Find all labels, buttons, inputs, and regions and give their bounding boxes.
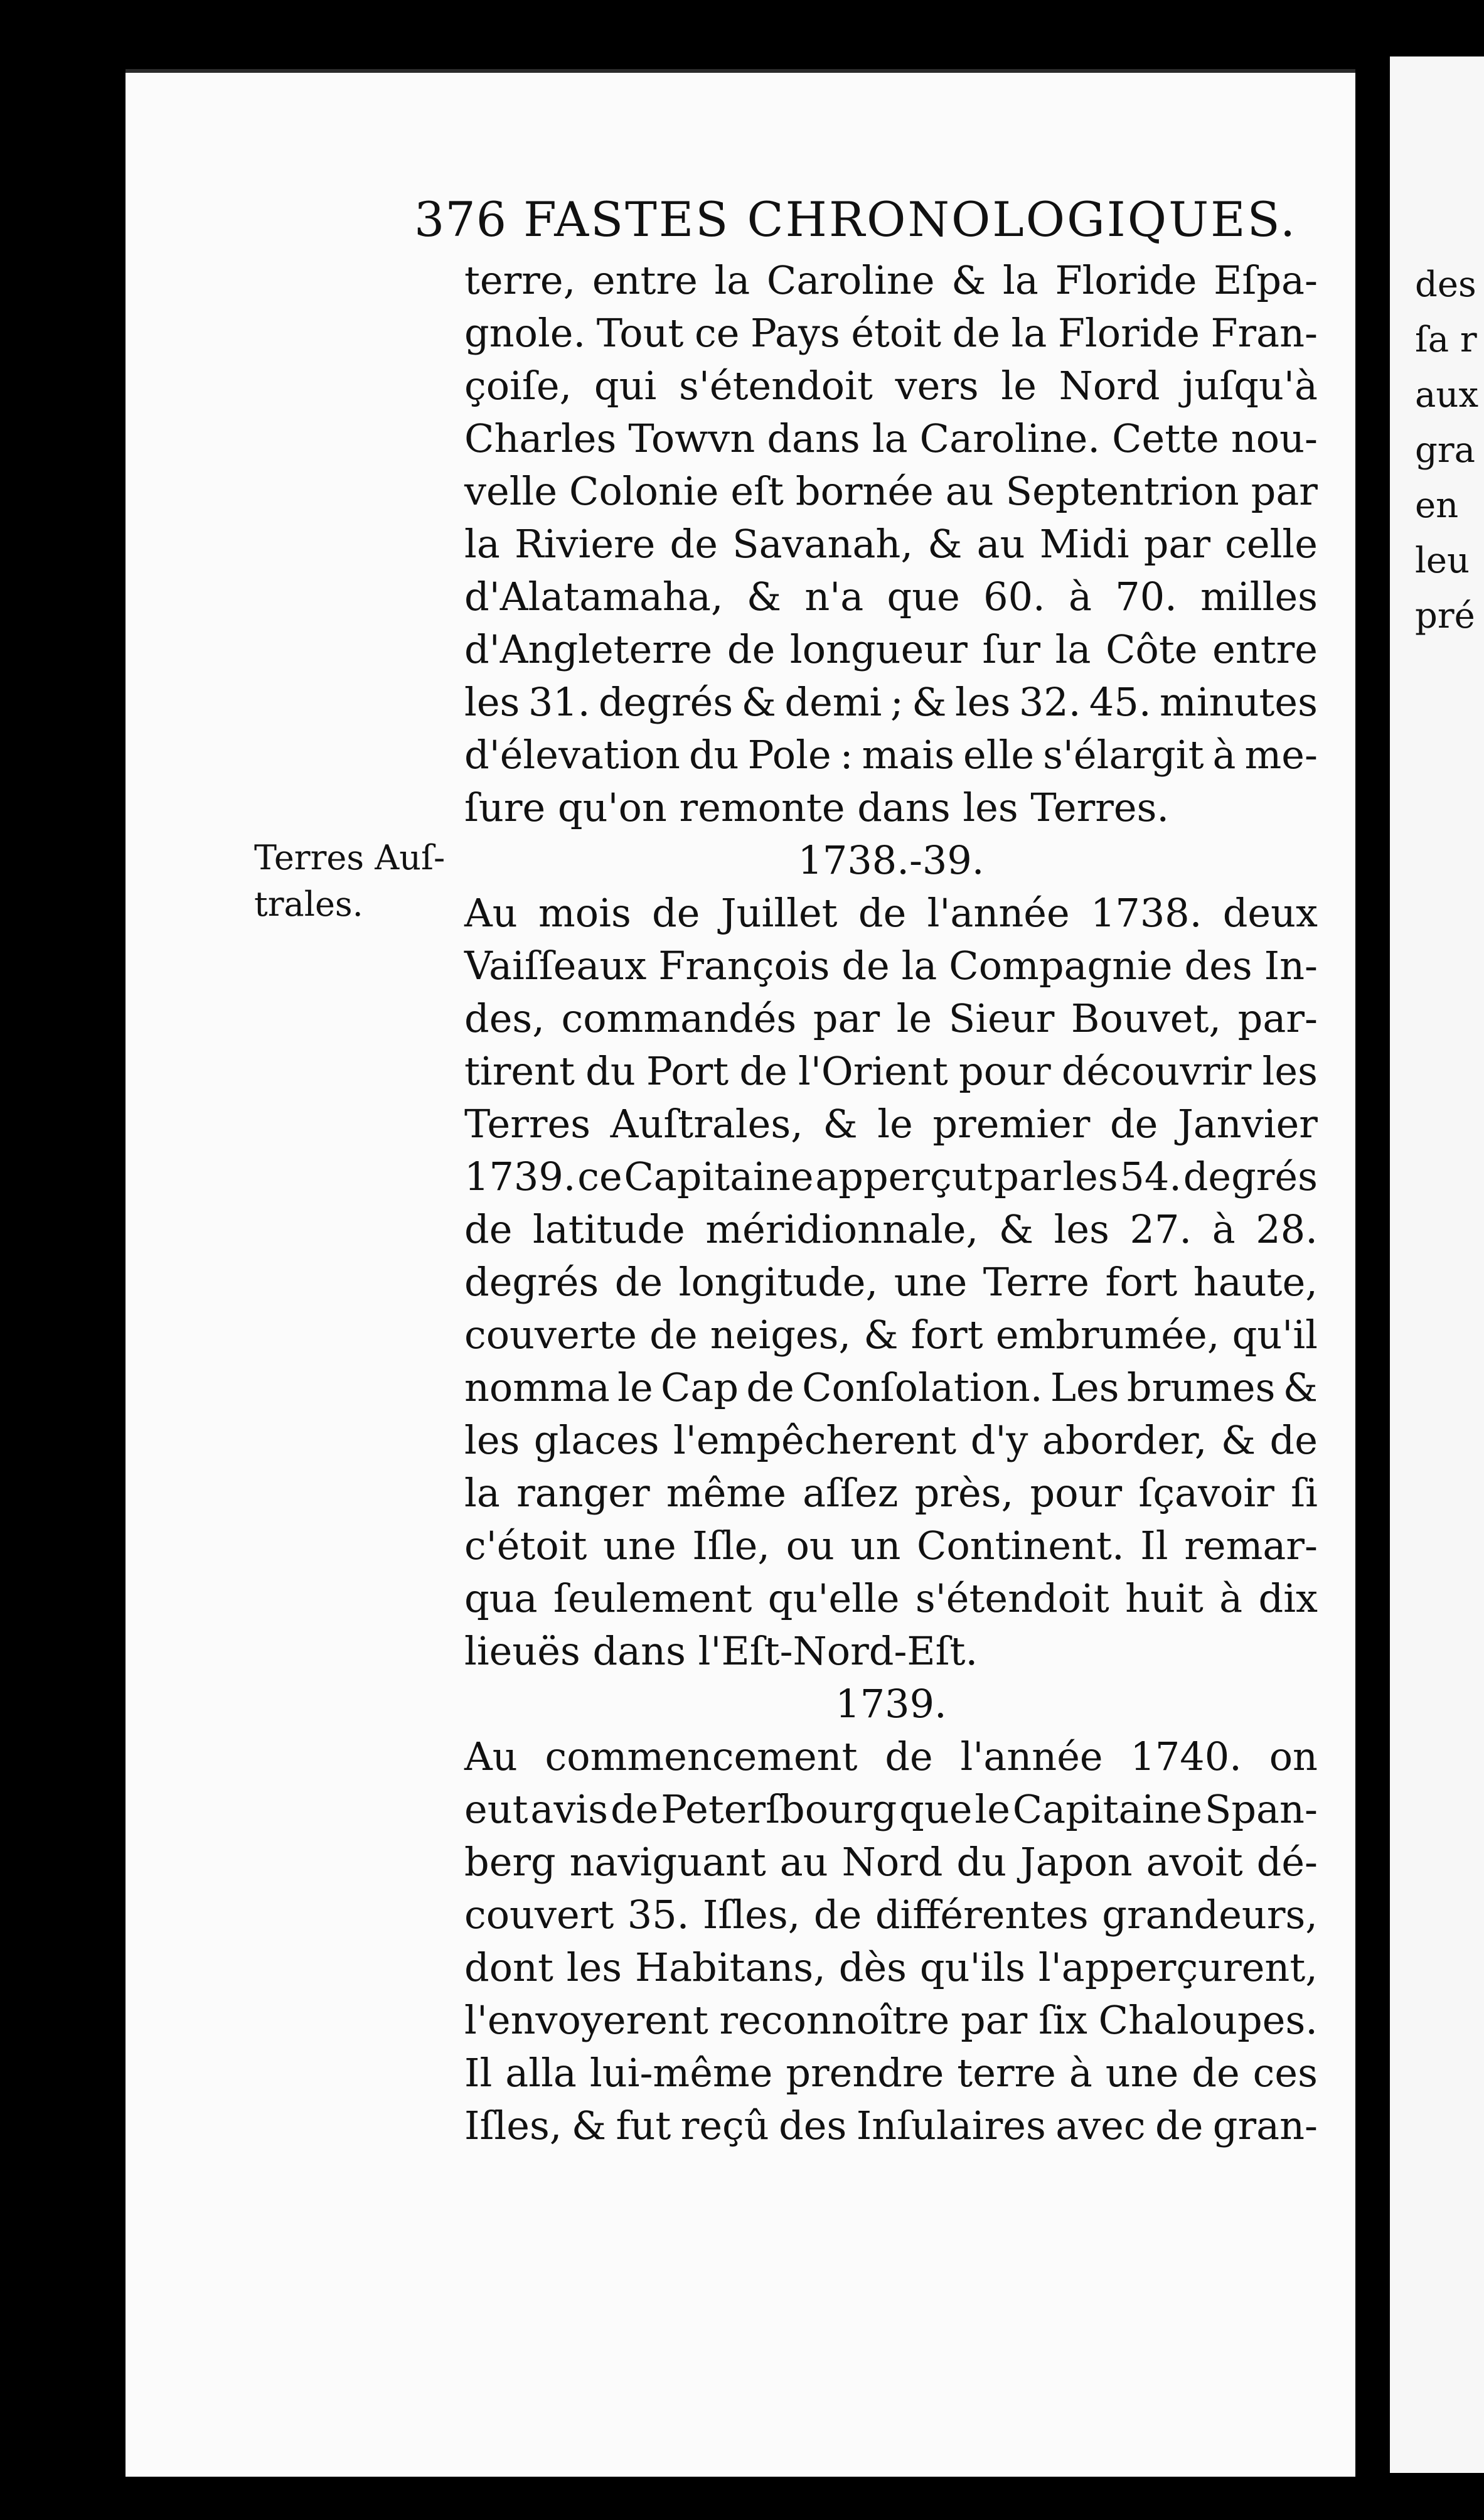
text-line: de latitude méridionnale, & les 27. à 28. (464, 1206, 1318, 1252)
text-line: l'envoyerent reconnoître par ſix Chaloupes. (464, 1997, 1318, 2043)
text-line: Au mois de Juillet de l'année 1738. deux (464, 890, 1318, 936)
running-title: FASTES CHRONOLOGIQUES. (523, 191, 1298, 247)
fragment: des (1415, 264, 1476, 305)
text-line: degrés de longitude, une Terre fort haute, (464, 1259, 1318, 1305)
year-heading: 1739. (835, 1681, 947, 1727)
fragment: aux (1415, 375, 1479, 416)
page-number: 376 (414, 191, 508, 247)
text-line: les 31. degrés & demi ; & les 32. 45. minutes (464, 679, 1318, 725)
fragment: leu (1415, 540, 1470, 581)
margin-note-line: Terres Auſ- (254, 838, 446, 877)
text-line: velle Colonie eſt bornée au Septentrion par (464, 468, 1318, 514)
text-line: ſure qu'on remonte dans les Terres. (464, 785, 1170, 830)
text-line: gnole. Tout ce Pays étoit de la Floride Fran- (464, 310, 1318, 356)
text-line: 1739. ce Capitaine apperçut par les 54. degrés (464, 1154, 1318, 1199)
fragment: gra (1415, 430, 1476, 471)
margin-note (254, 835, 461, 928)
adjacent-page-text (1415, 257, 1484, 644)
text-line: couverte de neiges, & fort embrumée, qu'il (464, 1312, 1318, 1358)
text-line: terre, entre la Caroline & la Floride Eſpa- (464, 257, 1318, 303)
text-line: Au commencement de l'année 1740. on (464, 1734, 1318, 1779)
text-line: couvert 35. Iſles, de différentes grandeurs, (464, 1892, 1318, 1938)
text-line: Terres Auſtrales, & le premier de Janvier (464, 1101, 1318, 1147)
text-line: eut avis de Peterſbourg que le Capitaine Span- (464, 1786, 1318, 1832)
year-heading: 1738.-39. (798, 837, 985, 883)
text-line: d'Alatamaha, & n'a que 60. à 70. milles (464, 574, 1318, 619)
text-line: nomma le Cap de Conſolation. Les brumes & (464, 1365, 1318, 1410)
text-line: des, commandés par le Sieur Bouvet, par- (464, 995, 1318, 1041)
text-line: dont les Habitans, dès qu'ils l'apperçurent, (464, 1944, 1318, 1990)
text-line: Iſles, & fut reçû des Inſulaires avec de gran- (464, 2103, 1318, 2148)
body-text (464, 254, 1318, 2152)
fragment: en (1415, 485, 1459, 526)
running-header (414, 191, 1297, 247)
text-line: la Riviere de Savanah, & au Midi par celle (464, 521, 1318, 567)
text-line: qua ſeulement qu'elle s'étendoit huit à dix (464, 1575, 1318, 1621)
fragment: ſa r (1415, 319, 1477, 360)
text-line: berg naviguant au Nord du Japon avoit dé- (464, 1839, 1318, 1885)
text-line: la ranger même aſſez près, pour ſçavoir ſi (464, 1470, 1318, 1516)
text-line: Charles Towvn dans la Caroline. Cette nou- (464, 416, 1318, 461)
text-line: c'étoit une Iſle, ou un Continent. Il remar- (464, 1523, 1318, 1568)
text-line: les glaces l'empêcherent d'y aborder, & de (464, 1417, 1318, 1463)
fragment: pré (1415, 596, 1475, 636)
text-line: Vaiſſeaux François de la Compagnie des In- (464, 943, 1318, 989)
text-line: lieuës dans l'Eſt-Nord-Eſt. (464, 1628, 978, 1674)
text-line: tirent du Port de l'Orient pour découvrir les (464, 1048, 1318, 1094)
text-line: d'Angleterre de longueur ſur la Côte entre (464, 626, 1318, 672)
text-line: d'élevation du Pole : mais elle s'élargit à me- (464, 732, 1318, 778)
text-line: Il alla lui-même prendre terre à une de ces (464, 2050, 1318, 2096)
margin-note-line: trales. (254, 884, 363, 924)
text-line: çoiſe, qui s'étendoit vers le Nord juſqu'à (464, 363, 1318, 409)
